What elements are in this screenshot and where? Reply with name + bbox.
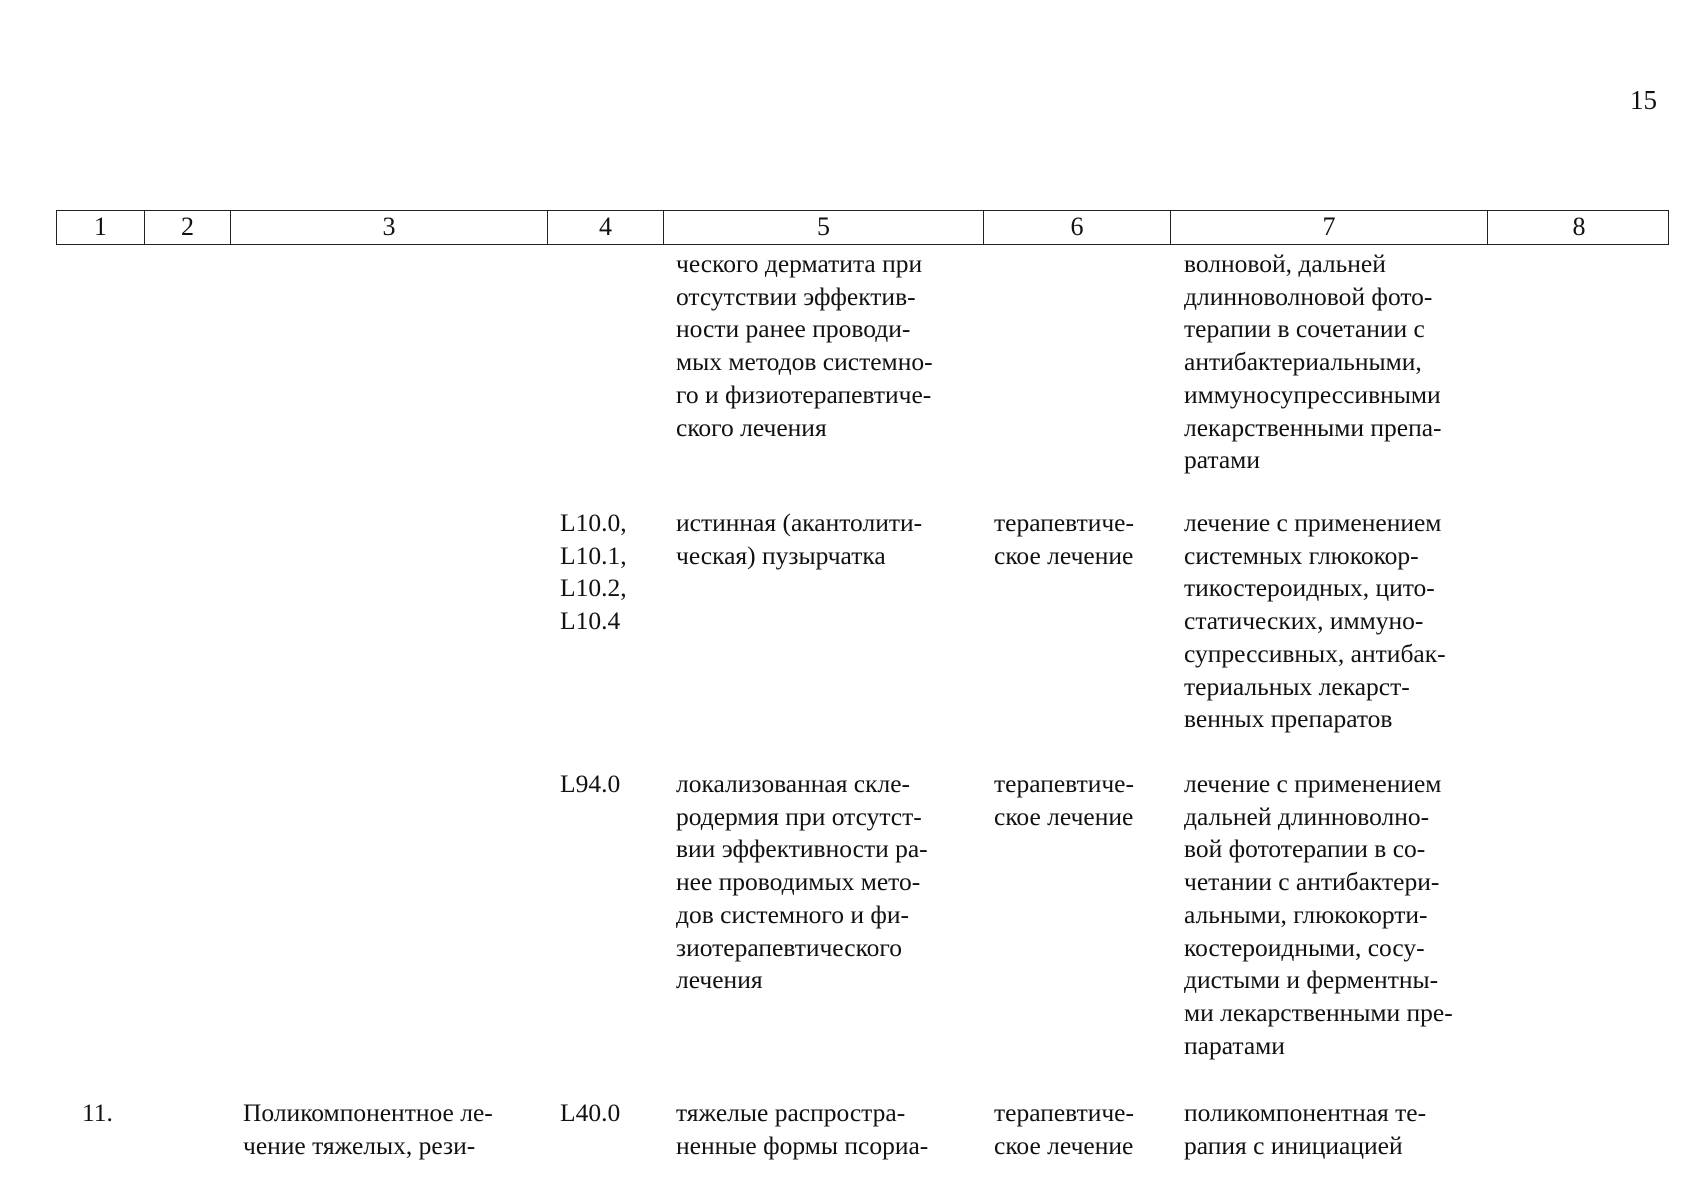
row-1-col6: терапевтиче- ское лечение (994, 508, 1134, 570)
row-1-col4: L10.0, L10.1, L10.2, L10.4 (560, 508, 627, 636)
row-3-col7: поликомпонентная те- рапия с инициацией (1184, 1098, 1427, 1160)
row-3-col4: L40.0 (560, 1098, 621, 1127)
header-col-6: 6 (983, 211, 1170, 244)
header-col-3: 3 (230, 211, 547, 244)
header-col-1: 1 (94, 212, 107, 241)
row-2-col6: терапевтиче- ское лечение (994, 769, 1134, 831)
row-3-col5: тяжелые распростра- ненные формы псориа- (676, 1098, 929, 1160)
header-col-7: 7 (1170, 211, 1487, 244)
header-col-2: 2 (144, 211, 230, 244)
header-col-8: 8 (1487, 211, 1670, 244)
table-header-row (56, 210, 1669, 245)
row-2-col5: локализованная скле- родермия при отсутст- вии эффективности ра- нее проводимых мето- дов системного и фи- зиотерапевтического лечения (676, 769, 928, 995)
page-number: 15 (1630, 85, 1657, 115)
row-1-col5: истинная (акантолити- ческая) пузырчатка (676, 508, 923, 570)
continued-row-col7: волновой, дальней длинноволновой фото- терапии в сочетании с антибактериальными, иммуносупрессивными лекарственными препа- ратами (1184, 249, 1442, 475)
row-3-col6: терапевтиче- ское лечение (994, 1098, 1134, 1160)
header-col-5: 5 (663, 211, 983, 244)
row-3-col1: 11. (82, 1098, 113, 1127)
row-1-col7: лечение с применением системных глюкокор- тикостероидных, цито- статических, иммуно- супрессивных, антибак- териальных лекарст- венных препаратов (1184, 508, 1446, 734)
header-col-4: 4 (547, 211, 663, 244)
row-2-col7: лечение с применением дальней длинноволно- вой фототерапии в со- четании с антибактери- альными, глюкокорти- костероидными, сосу- дистыми и ферментны- ми лекарственными пре- паратами (1184, 769, 1453, 1060)
row-2-col4: L94.0 (560, 769, 621, 798)
continued-row-col5: ческого дерматита при отсутствии эффектив- ности ранее проводи- мых методов системно- го и физиотерапевтиче- ского лечения (676, 249, 933, 442)
row-3-col3: Поликомпонентное ле- чение тяжелых, рези- (243, 1098, 493, 1160)
